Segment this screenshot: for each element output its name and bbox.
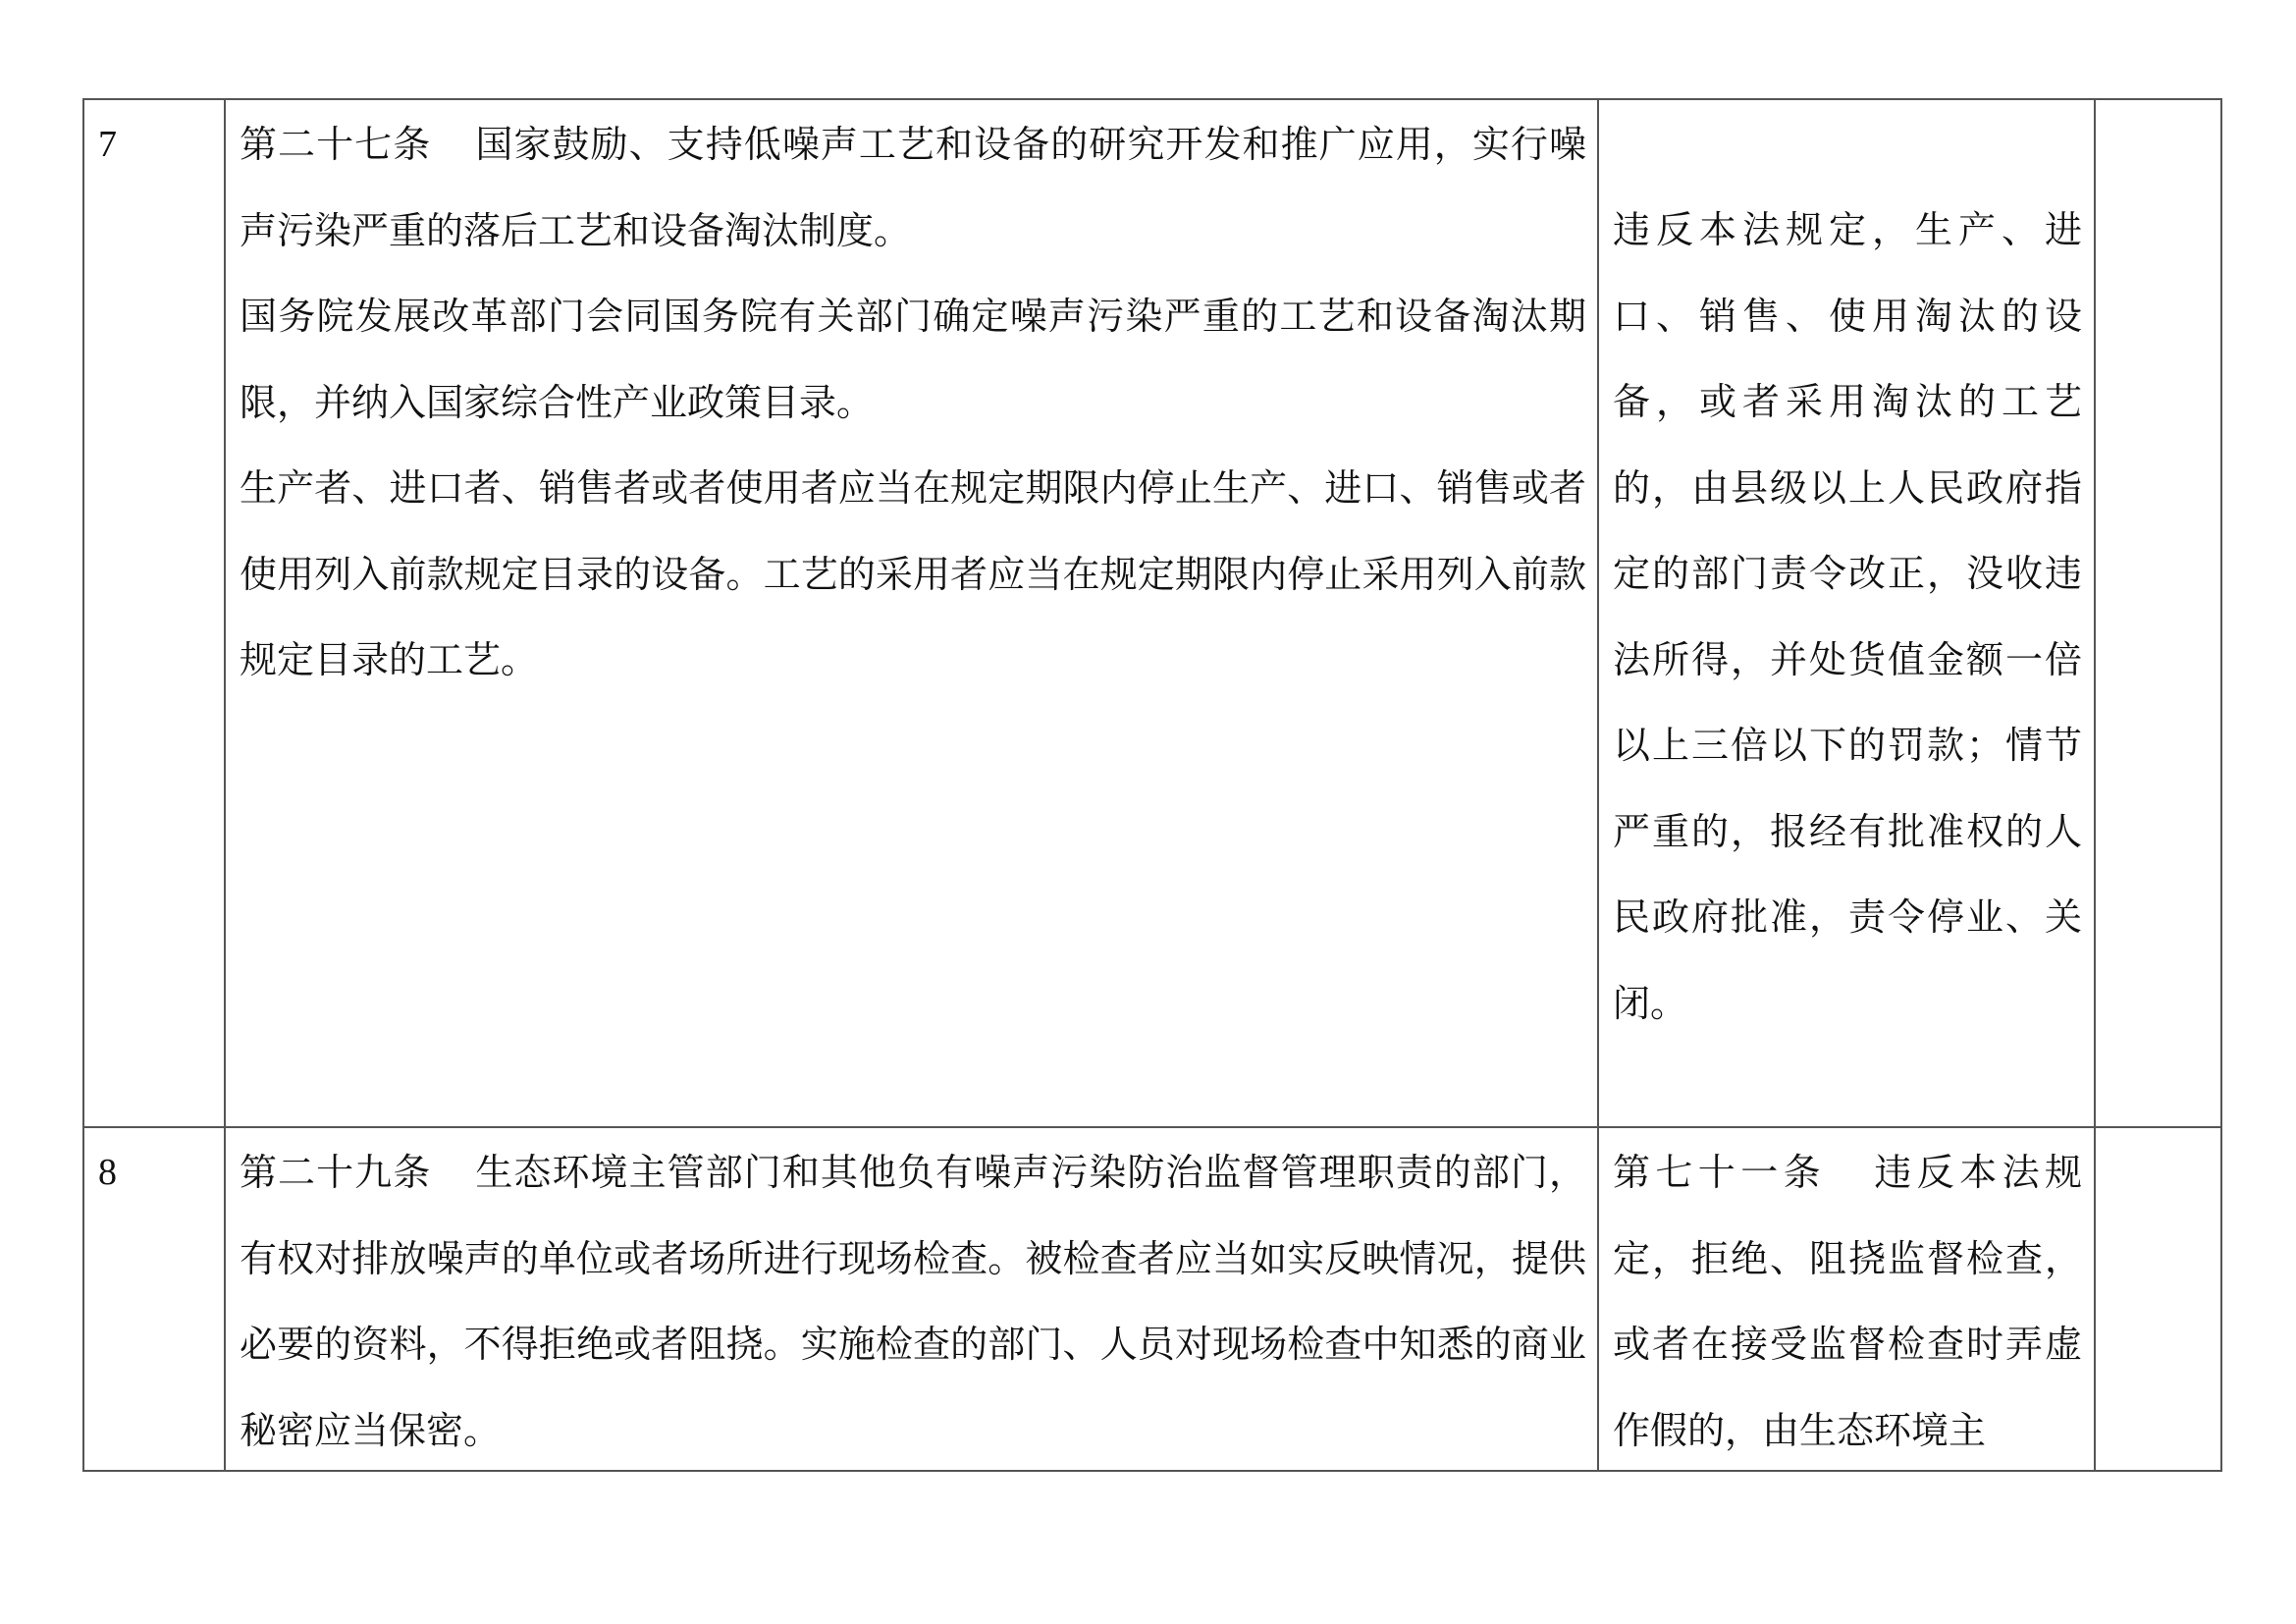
row-divider (82, 1126, 2222, 1128)
penalty-text (1613, 1130, 2082, 1468)
table-border-right (2220, 98, 2222, 1472)
table-border-bottom (82, 1470, 2222, 1472)
provision-paragraph: 生产者、进口者、销售者或者使用者应当在规定期限内停止生产、进口、销售或者使用列入前款规定目录的设备。工艺的采用者应当在规定期限内停止采用列入前款规定目录的工艺。 (240, 466, 1586, 681)
paragraph-text: 国家鼓励、支持低噪声工艺和设备的研究开发和推广应用，实行噪声污染严重的落后工艺和设备淘汰制度。 (240, 123, 1586, 252)
provision-paragraph (240, 1130, 1586, 1468)
article-number: 第二十七条 (240, 123, 432, 166)
table-border-left (82, 98, 84, 1472)
provision-paragraph (240, 102, 1586, 274)
paragraph-text: 生态环境主管部门和其他负有噪声污染防治监督管理职责的部门，有权对排放噪声的单位或者场所进行现场检查。被检查者应当如实反映情况，提供必要的资料，不得拒绝或者阻挠。实施检查的部门、人员对现场检查中知悉的商业秘密应当保密。 (240, 1151, 1586, 1452)
penalty-cell (1613, 1130, 2082, 1468)
provision-paragraph: 国务院发展改革部门会同国务院有关部门确定噪声污染严重的工艺和设备淘汰期限，并纳入国家综合性产业政策目录。 (240, 295, 1586, 424)
provision-cell (240, 1130, 1586, 1468)
article-number: 第七十一条 (1613, 1151, 1826, 1194)
remark-cell (2101, 1130, 2216, 1468)
remark-cell (2101, 102, 2216, 1123)
column-divider (2094, 98, 2096, 1472)
penalty-cell (1613, 188, 2082, 1120)
row-number: 8 (98, 1152, 117, 1193)
column-divider (1597, 98, 1599, 1472)
article-number: 第二十九条 (240, 1151, 432, 1194)
provision-cell (240, 102, 1586, 1123)
table-border-top (82, 98, 2222, 100)
penalty-text: 违反本法规定，生产、进口、销售、使用淘汰的设备，或者采用淘汰的工艺的，由县级以上人民政府指定的部门责令改正，没收违法所得，并处货值金额一倍以上三倍以下的罚款；情节严重的，报经有批准权的人民政府批准，责令停业、关闭。 (1613, 208, 2082, 1025)
column-divider (224, 98, 226, 1472)
row-number: 7 (98, 124, 117, 165)
paragraph-text: 违反本法规定，拒绝、阻挠监督检查，或者在接受监督检查时弄虚作假的，由生态环境主 (1613, 1151, 2082, 1452)
